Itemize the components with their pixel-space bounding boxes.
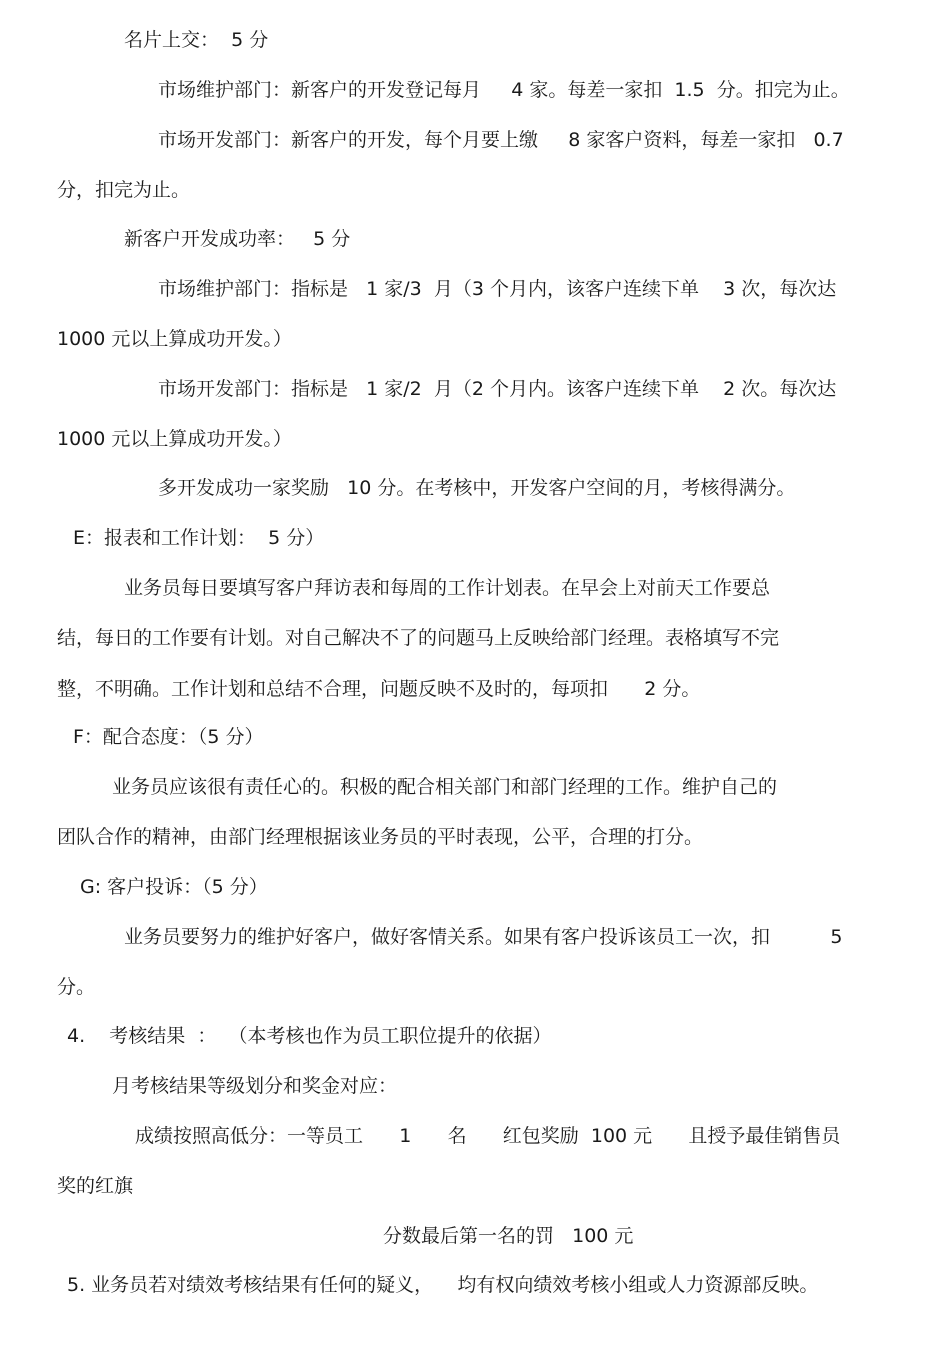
section-heading: 4. 考核结果 ： （本考核也作为员工职位提升的依据） <box>67 1025 552 1047</box>
text-line: 新客户开发成功率： 5 分 <box>124 228 351 250</box>
text-line: 业务员要努力的维护好客户，做好客情关系。如果有客户投诉该员工一次，扣 5 <box>124 926 843 948</box>
text-line: 市场维护部门：指标是 1 家/3 月（3 个月内，该客户连续下单 3 次，每次达 <box>158 278 837 300</box>
text-line: 市场维护部门：新客户的开发登记每月 4 家。每差一家扣 1.5 分。扣完为止。 <box>158 79 850 101</box>
text-line: 分数最后第一名的罚 100 元 <box>383 1225 634 1247</box>
text-line: 1000 元以上算成功开发。） <box>57 428 292 450</box>
text-line: 业务员应该很有责任心的。积极的配合相关部门和部门经理的工作。维护自己的 <box>112 776 778 798</box>
text-line: 多开发成功一家奖励 10 分。在考核中，开发客户空间的月，考核得满分。 <box>158 477 796 499</box>
text-line: 月考核结果等级划分和奖金对应： <box>112 1075 398 1097</box>
text-line: 整，不明确。工作计划和总结不合理，问题反映不及时的，每项扣 2 分。 <box>57 678 701 700</box>
text-line: 业务员每日要填写客户拜访表和每周的工作计划表。在早会上对前天工作要总 <box>124 577 771 599</box>
text-line: 市场开发部门：新客户的开发，每个月要上缴 8 家客户资料，每差一家扣 0.7 <box>158 129 844 151</box>
text-line: 分。 <box>57 976 96 998</box>
text-line: 结，每日的工作要有计划。对自己解决不了的问题马上反映给部门经理。表格填写不完 <box>57 627 780 649</box>
section-heading: E：报表和工作计划： 5 分） <box>73 527 325 549</box>
section-heading: G: 客户投诉：（5 分） <box>80 876 268 898</box>
text-line: 名片上交： 5 分 <box>124 29 269 51</box>
section-heading: F：配合态度：（5 分） <box>73 726 264 748</box>
text-line: 团队合作的精神，由部门经理根据该业务员的平时表现，公平，合理的打分。 <box>57 826 704 848</box>
section-heading: 5. 业务员若对绩效考核结果有任何的疑义， 均有权向绩效考核小组或人力资源部反映。 <box>67 1274 819 1296</box>
text-line: 成绩按照高低分：一等员工 1 名 红包奖励 100 元 且授予最佳销售员 <box>135 1125 841 1147</box>
text-line: 奖的红旗 <box>57 1175 134 1197</box>
text-line: 市场开发部门：指标是 1 家/2 月（2 个月内。该客户连续下单 2 次。每次达 <box>158 378 837 400</box>
text-line: 1000 元以上算成功开发。） <box>57 328 292 350</box>
text-line: 分，扣完为止。 <box>57 179 191 201</box>
